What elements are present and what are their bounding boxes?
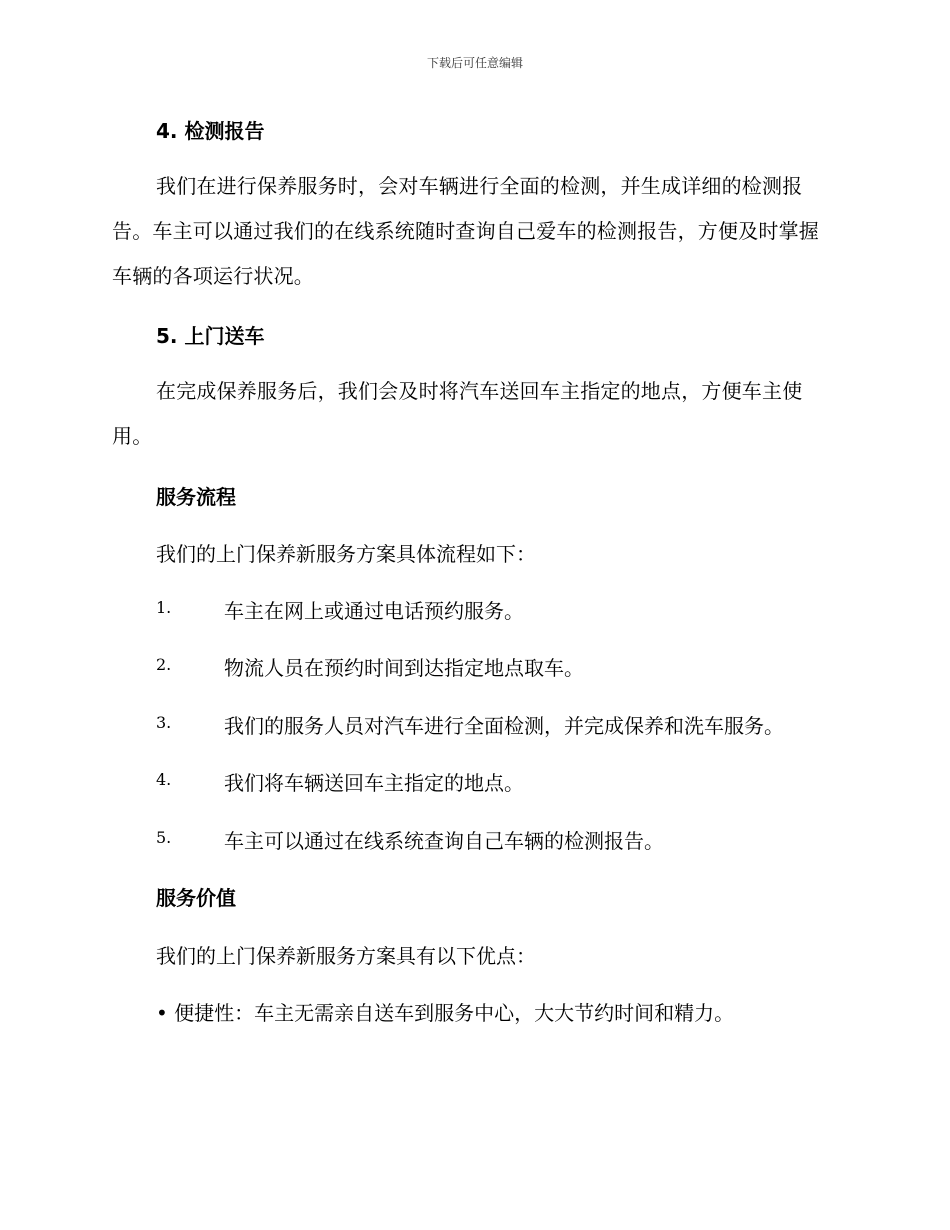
list-item-number: 3. [156, 713, 172, 732]
list-item-number: 4. [156, 770, 172, 789]
section-heading-inspection-report: 4. 检测报告 [156, 119, 265, 143]
section-heading-service-process: 服务流程 [156, 485, 236, 509]
inspection-report-paragraph: 我们在进行保养服务时，会对车辆进行全面的检测，并生成详细的检测报告。车主可以通过我们的在线系统随时查询自己爱车的检测报告，方便及时掌握车辆的各项运行状况。 [112, 174, 819, 288]
list-item-number: 1. [156, 598, 172, 617]
list-item-text: 我们的服务人员对汽车进行全面检测，并完成保养和洗车服务。 [224, 714, 784, 738]
list-item-number: 2. [156, 655, 172, 674]
page-header: 下载后可任意编辑 [426, 56, 523, 70]
list-item-text: 车主可以通过在线系统查询自己车辆的检测报告。 [224, 829, 664, 853]
section-heading-service-value: 服务价值 [156, 886, 236, 910]
service-value-intro: 我们的上门保养新服务方案具有以下优点： [156, 944, 536, 968]
section-heading-car-delivery: 5. 上门送车 [156, 324, 265, 348]
car-delivery-paragraph: 在完成保养服务后，我们会及时将汽车送回车主指定的地点，方便车主使用。 [112, 379, 803, 448]
list-item-text: 物流人员在预约时间到达指定地点取车。 [224, 656, 584, 680]
service-process-intro: 我们的上门保养新服务方案具体流程如下： [156, 542, 536, 566]
bullet-item-convenience: • 便捷性：车主无需亲自送车到服务中心，大大节约时间和精力。 [156, 1001, 735, 1025]
list-item-text: 车主在网上或通过电话预约服务。 [224, 599, 524, 623]
list-item-text: 我们将车辆送回车主指定的地点。 [224, 771, 524, 795]
list-item-number: 5. [156, 828, 172, 847]
